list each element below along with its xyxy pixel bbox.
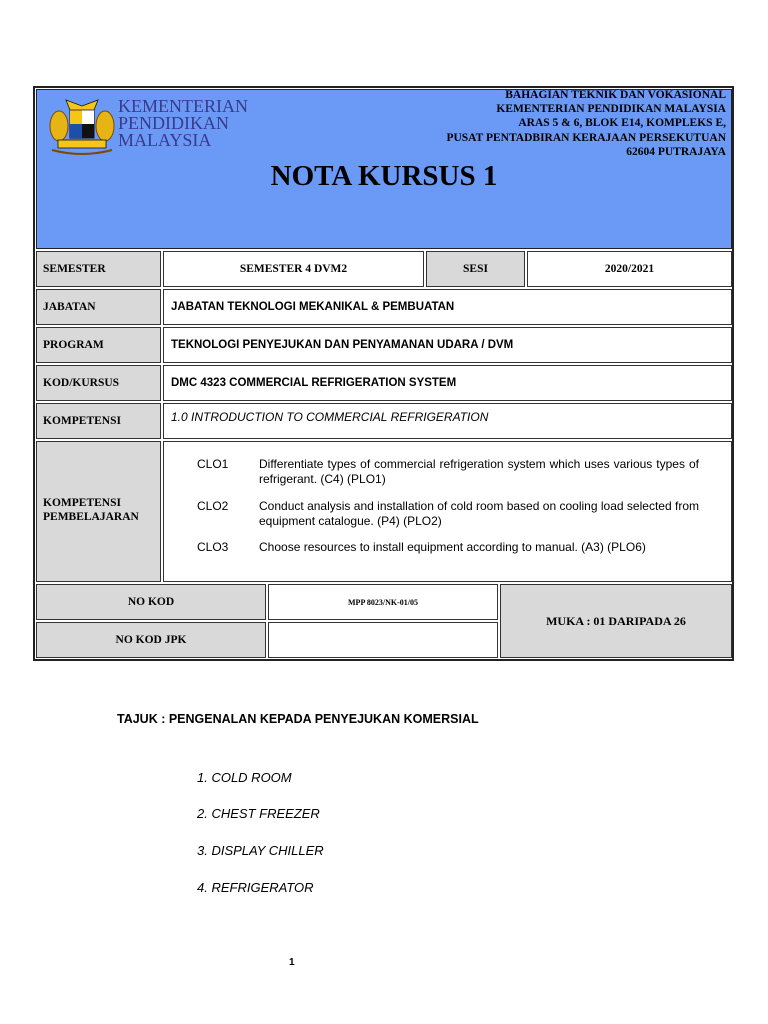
no-kod-label: NO KOD [36, 584, 266, 620]
coat-of-arms-logo [46, 96, 118, 156]
kompetensi-label: KOMPETENSI [36, 403, 161, 439]
clo-code: CLO2 [197, 499, 229, 513]
muka-page-count: MUKA : 01 DARIPADA 26 [500, 584, 732, 658]
sesi-value: 2020/2021 [527, 251, 732, 287]
sesi-label: SESI [426, 251, 525, 287]
kp-label-line-2: PEMBELAJARAN [43, 511, 139, 523]
semester-label: SEMESTER [36, 251, 161, 287]
kompetensi-value: 1.0 INTRODUCTION TO COMMERCIAL REFRIGERATION [163, 403, 732, 439]
address-line: ARAS 5 & 6, BLOK E14, KOMPLEKS E, [518, 117, 726, 130]
clo-text: Conduct analysis and installation of cold room based on cooling load selected from equipment catalogue. (P4) (PLO2) [259, 499, 699, 528]
jabatan-label: JABATAN [36, 289, 161, 325]
address-line: 62604 PUTRAJAYA [626, 145, 726, 158]
no-kod-value: MPP 8023/NK-01/05 [268, 584, 498, 620]
page-number: 1 [289, 957, 295, 968]
kp-label-line-1: KOMPETENSI [43, 497, 121, 509]
ministry-name [118, 98, 248, 149]
list-item: 4. REFRIGERATOR [197, 880, 314, 895]
program-label: PROGRAM [36, 327, 161, 363]
clo-code: CLO1 [197, 457, 229, 471]
jabatan-value: JABATAN TEKNOLOGI MEKANIKAL & PEMBUATAN [163, 289, 732, 325]
clo-text: Choose resources to install equipment according to manual. (A3) (PLO6) [259, 540, 646, 554]
ministry-line-1: KEMENTERIAN [118, 96, 248, 116]
address-line: BAHAGIAN TEKNIK DAN VOKASIONAL [505, 89, 726, 101]
list-item: 1. COLD ROOM [197, 770, 292, 785]
address-line: KEMENTERIAN PENDIDIKAN MALAYSIA [496, 103, 726, 116]
address-line: PUSAT PENTADBIRAN KERAJAAN PERSEKUTUAN [446, 131, 726, 144]
program-value: TEKNOLOGI PENYEJUKAN DAN PENYAMANAN UDARA / DVM [163, 327, 732, 363]
address-block [446, 88, 726, 159]
kod-kursus-label: KOD/KURSUS [36, 365, 161, 401]
kompetensi-pembelajaran-label [36, 441, 161, 582]
clo-text: Differentiate types of commercial refrigeration system which uses various types of refrigerant. (C4) (PLO1) [259, 457, 699, 486]
list-item: 2. CHEST FREEZER [197, 806, 320, 821]
no-kod-jpk-value [268, 622, 498, 658]
ministry-line-3: MALAYSIA [118, 130, 212, 150]
kod-kursus-value: DMC 4323 COMMERCIAL REFRIGERATION SYSTEM [163, 365, 732, 401]
semester-value: SEMESTER 4 DVM2 [163, 251, 424, 287]
list-item: 3. DISPLAY CHILLER [197, 843, 324, 858]
no-kod-jpk-label: NO KOD JPK [36, 622, 266, 658]
ministry-line-2: PENDIDIKAN [118, 113, 229, 133]
page-title: NOTA KURSUS 1 [270, 160, 498, 192]
clo-code: CLO3 [197, 540, 229, 554]
topic-heading: TAJUK : PENGENALAN KEPADA PENYEJUKAN KOMERSIAL [117, 712, 479, 726]
